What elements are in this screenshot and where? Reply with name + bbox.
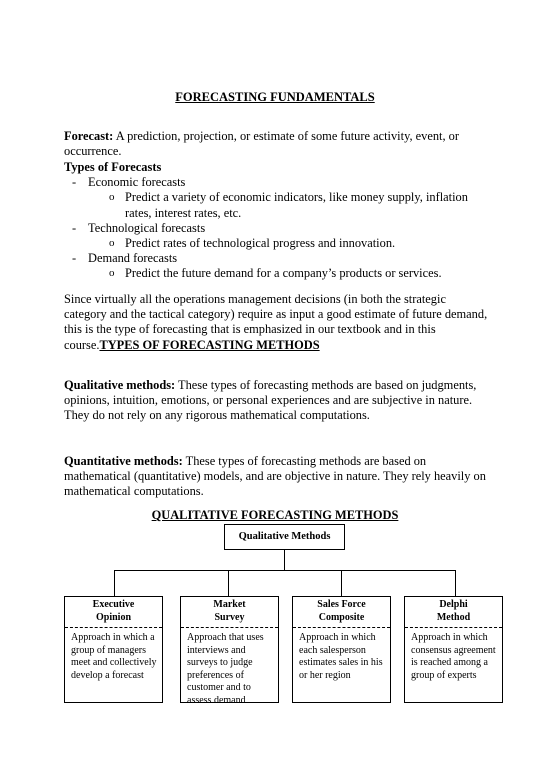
diagram-root-box: Qualitative Methods	[224, 524, 345, 550]
forecast-term: Forecast:	[64, 129, 114, 143]
method-title	[405, 597, 502, 625]
method-title	[181, 597, 278, 625]
types-heading: Types of Forecasts	[64, 160, 162, 174]
quantitative-term: Quantitative methods:	[64, 454, 183, 468]
method-title-line: Composite	[318, 611, 365, 623]
quantitative-text: These types of forecasting methods are based on mathematical (quantitative) models, and are objective in nature. They rely heavily on mathematical computations.	[64, 454, 486, 499]
bullet-marker: o	[109, 267, 115, 280]
method-title-line: Delphi	[439, 599, 468, 610]
connector-line	[114, 570, 115, 596]
method-description: Approach that uses interviews and surveys to judge preferences of customer and to assess demand	[187, 632, 264, 706]
method-box-market-survey	[180, 596, 279, 706]
quantitative-definition	[64, 454, 490, 500]
method-description: Approach in which a group of managers meet and collectively develop a forecast	[71, 632, 157, 681]
connector-line	[455, 570, 456, 596]
method-title	[65, 597, 162, 625]
list-item	[64, 175, 490, 190]
bullet-marker: o	[109, 237, 115, 250]
paragraph-text: Since virtually all the operations management decisions (in both the strategic category and the tactical category) require as input a good estimate of future demand, this is the type of forecasting that is emphasized in our textbook and in this course.	[64, 292, 488, 352]
list-subitem	[64, 266, 490, 281]
method-box-executive-opinion	[64, 596, 163, 703]
qualitative-definition	[64, 378, 490, 424]
methods-heading: TYPES OF FORECASTING METHODS	[99, 337, 320, 352]
dash-marker: -	[72, 220, 77, 235]
demand-paragraph	[64, 292, 490, 353]
forecast-text: A prediction, projection, or estimate of some future activity, event, or occurrence.	[64, 129, 460, 159]
list-subitem	[64, 190, 490, 220]
document-title: FORECASTING FUNDAMENTALS	[175, 90, 375, 104]
type-detail: Predict a variety of economic indicators, like money supply, inflation rates, interest rates, etc.	[125, 190, 468, 220]
bullet-marker: o	[109, 191, 115, 204]
method-description: Approach in which each salesperson estimates sales in his or her region	[299, 632, 383, 681]
type-detail: Predict the future demand for a company’s products or services.	[125, 266, 442, 281]
list-item	[64, 251, 490, 266]
method-title-line: Market	[213, 599, 246, 610]
method-title-line: Sales Force	[317, 599, 366, 610]
qualitative-term: Qualitative methods:	[64, 378, 176, 392]
method-title-line: Opinion	[95, 611, 132, 623]
dash-marker: -	[72, 175, 77, 190]
method-title-line: Method	[436, 611, 471, 623]
dash-marker: -	[72, 251, 77, 266]
method-box-delphi-method	[404, 596, 503, 703]
list-subitem	[64, 236, 490, 251]
connector-line	[228, 570, 229, 596]
type-name: Economic forecasts	[88, 175, 186, 190]
connector-line	[284, 550, 285, 570]
connector-line	[341, 570, 342, 596]
forecast-definition	[64, 129, 490, 159]
types-section	[64, 160, 490, 282]
method-title-line: Executive	[92, 599, 135, 610]
list-item	[64, 221, 490, 236]
method-description: Approach in which consensus agreement is reached among a group of experts	[411, 632, 496, 681]
method-box-sales-force-composite	[292, 596, 391, 703]
method-title-line: Survey	[214, 611, 245, 623]
type-detail: Predict rates of technological progress and innovation.	[125, 236, 396, 251]
diagram-section-title: QUALITATIVE FORECASTING METHODS	[151, 508, 399, 522]
qualitative-text: These types of forecasting methods are based on judgments, opinions, intuition, emotions, or personal experiences and are subjective in nature. They do not rely on any rigorous mathematical computations.	[64, 378, 477, 423]
method-title	[293, 597, 390, 625]
type-name: Technological forecasts	[88, 220, 206, 235]
type-name: Demand forecasts	[88, 251, 178, 266]
connector-line	[114, 570, 455, 571]
